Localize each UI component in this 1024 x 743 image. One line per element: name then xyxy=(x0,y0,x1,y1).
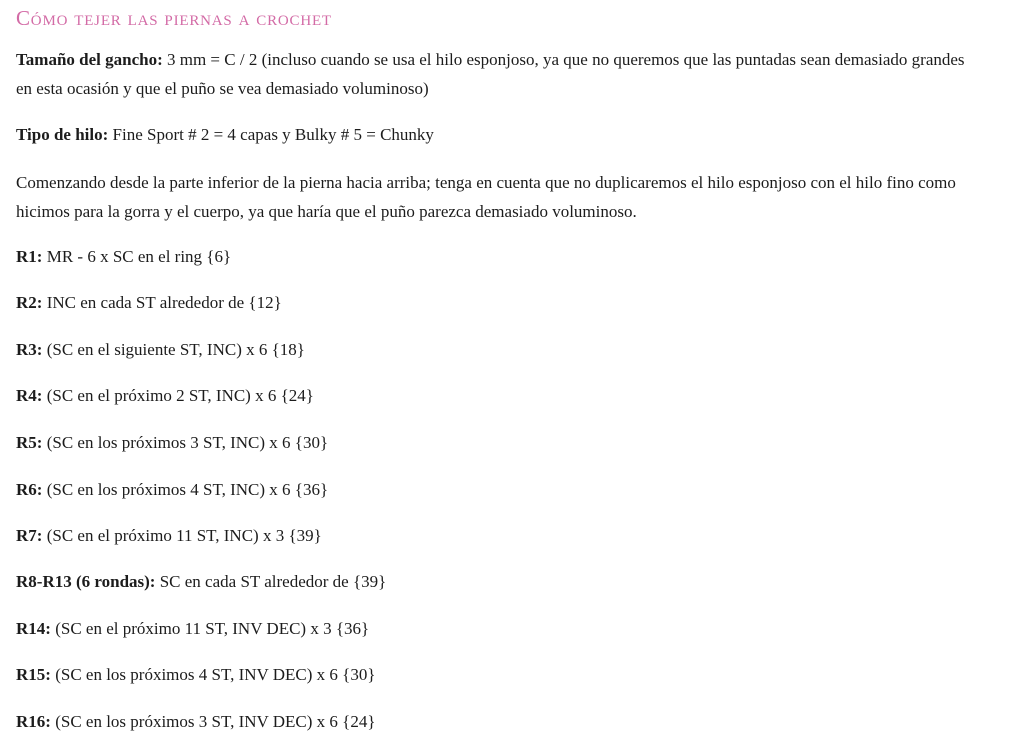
round-r7 xyxy=(16,525,322,547)
round-text: (SC en los próximos 4 ST, INC) x 6 {36} xyxy=(42,480,329,499)
round-label: R1: xyxy=(16,247,43,266)
round-text: (SC en el siguiente ST, INC) x 6 {18} xyxy=(42,340,305,359)
section-heading: Cómo tejer las piernas a crochet xyxy=(16,6,332,30)
round-label: R6: xyxy=(16,480,43,499)
hook-size-text: 3 mm = C / 2 (incluso cuando se usa el hilo esponjoso, ya que no queremos que las puntadas sean demasiado grandes en esta ocasión y que el puño se vea demasiado voluminoso) xyxy=(16,50,965,98)
round-text: SC en cada ST alrededor de {39} xyxy=(155,572,387,591)
yarn-type-text: Fine Sport # 2 = 4 capas y Bulky # 5 = Chunky xyxy=(108,125,434,144)
round-text: (SC en los próximos 3 ST, INC) x 6 {30} xyxy=(42,433,329,452)
round-label: R15: xyxy=(16,665,51,684)
round-text: (SC en los próximos 3 ST, INV DEC) x 6 {24} xyxy=(50,712,376,731)
round-r1 xyxy=(16,246,231,268)
intro-paragraph: Comenzando desde la parte inferior de la pierna hacia arriba; tenga en cuenta que no duplicaremos el hilo esponjoso con el hilo fino como hicimos para la gorra y el cuerpo, ya que haría que el puño parezca demasiado voluminoso. xyxy=(16,173,956,221)
round-r4 xyxy=(16,385,314,407)
round-r6 xyxy=(16,479,328,501)
round-r14 xyxy=(16,618,369,640)
round-r8-r13 xyxy=(16,571,386,593)
yarn-type-paragraph xyxy=(16,120,981,149)
round-r3 xyxy=(16,339,305,361)
round-r5 xyxy=(16,432,328,454)
round-text: INC en cada ST alrededor de {12} xyxy=(42,293,282,312)
round-text: (SC en los próximos 4 ST, INV DEC) x 6 {30} xyxy=(50,665,376,684)
yarn-type-label: Tipo de hilo: xyxy=(16,125,109,144)
round-text: (SC en el próximo 11 ST, INV DEC) x 3 {36} xyxy=(50,619,370,638)
round-label: R3: xyxy=(16,340,43,359)
round-text: MR - 6 x SC en el ring {6} xyxy=(42,247,232,266)
hook-size-label: Tamaño del gancho: xyxy=(16,50,163,69)
round-label: R4: xyxy=(16,386,43,405)
round-text: (SC en el próximo 11 ST, INC) x 3 {39} xyxy=(42,526,322,545)
round-r15 xyxy=(16,664,375,686)
round-label: R5: xyxy=(16,433,43,452)
round-label: R2: xyxy=(16,293,43,312)
round-r2 xyxy=(16,292,282,314)
round-text: (SC en el próximo 2 ST, INC) x 6 {24} xyxy=(42,386,314,405)
round-label: R14: xyxy=(16,619,51,638)
round-label: R16: xyxy=(16,712,51,731)
hook-size-paragraph xyxy=(16,45,981,103)
round-r16 xyxy=(16,711,375,733)
round-label: R8-R13 (6 rondas): xyxy=(16,572,156,591)
round-label: R7: xyxy=(16,526,43,545)
